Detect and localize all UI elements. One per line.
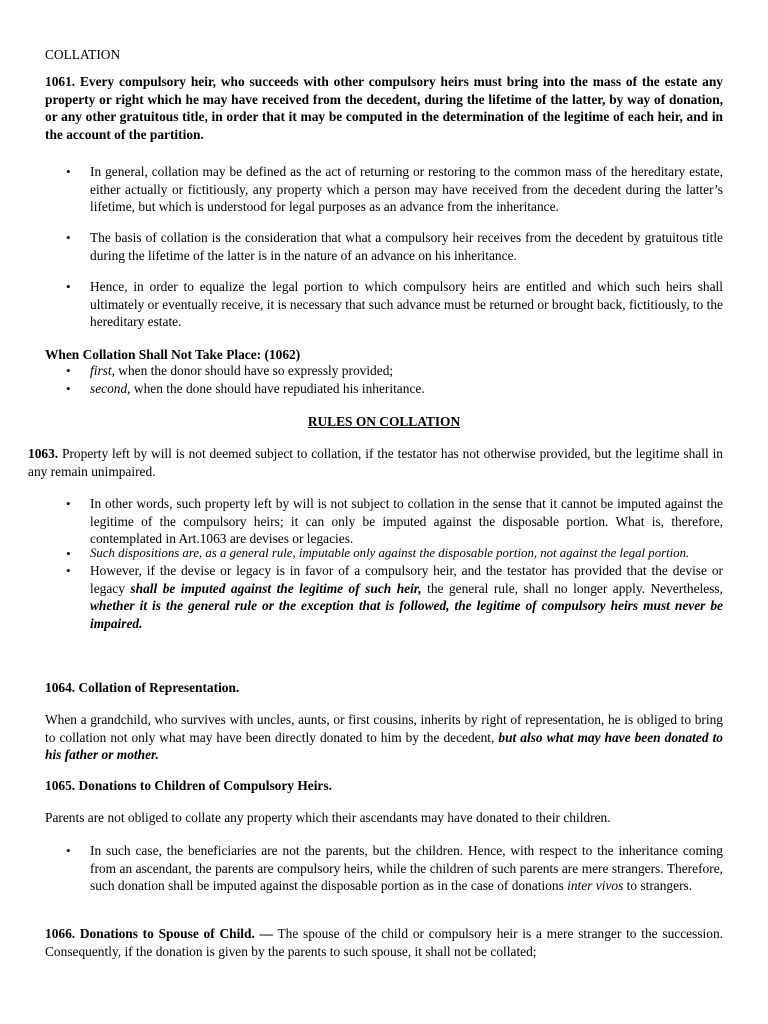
article-1064-a: When a grandchild, who survives with uncles, aunts, or first cousins, inherits by right of representation, he is obliged to bring to collation not only what may have been directly donated to him by the decedent, [45, 712, 723, 745]
bullets-1063 [90, 495, 723, 548]
when-not-lead-2: second, [90, 380, 131, 396]
bullet-1063-3-a: However, if the devise or legacy is in favor of a compulsory heir, and the testator has provided that the devise or legacy [90, 563, 723, 596]
article-1065-text: Parents are not obliged to collate any property which their ascendants may have donated to their children. [45, 810, 611, 825]
article-1063-number: 1063. [28, 446, 59, 461]
article-1066-text: The spouse of the child or compulsory heir is a mere stranger to the succession. Consequently, if the donation is given by the parents to such spouse, it shall not be collated; [45, 926, 723, 959]
when-not-rest-2: when the done should have repudiated his inheritance. [130, 380, 425, 396]
section-heading-collation: COLLATION [45, 47, 121, 62]
when-not-heading: When Collation Shall Not Take Place: (1062) [45, 347, 301, 362]
bullets-1065 [90, 842, 723, 895]
when-not-lead-1: first, [90, 363, 115, 378]
bullets-1061-b [90, 229, 723, 264]
bullet-1063-3-b: shall be imputed against the legitime of such heir, [130, 580, 422, 596]
article-1063 [28, 445, 723, 480]
bullets-1063-b [90, 545, 730, 563]
rules-heading-text: RULES ON COLLATION [307, 414, 461, 429]
when-not-item-second [90, 380, 723, 398]
article-1064-text [45, 711, 723, 764]
bullet-1063-1: • In other words, such property left by will is not subject to collation in the sense that it cannot be imputed against the legitime of the compulsory heirs; it can only be imputed against the disposable portion. What is, therefore, contemplated in Art.1063 are devises or legacies. [90, 495, 723, 548]
bullet-1065-a: In such case, the beneficiaries are not the parents, but the children. Hence, with respect to the inheritance coming from an ascendant, the parents are compulsory heirs, while the children of such parents are mere strangers. Therefore, such donation shall be imputed against the disposable portion as in the case of donations [90, 843, 723, 893]
article-1063-text: Property left by will is not deemed subject to collation, if the testator has not otherwise provided, but the legitime shall in any remain unimpaired. [28, 446, 723, 479]
bullet-1065-1 [90, 842, 723, 895]
article-1064-heading: 1064. Collation of Representation. [45, 680, 240, 695]
when-not-list [90, 362, 723, 397]
bullet-1063-3-c: the general rule, shall no longer apply. Nevertheless, [421, 580, 723, 596]
bullet-1063-2: • Such dispositions are, as a general rule, imputable only against the disposable portion, not against the legal portion. [90, 545, 730, 563]
article-1066 [45, 925, 723, 960]
bullets-1061 [90, 163, 723, 216]
bullet-1061-3: • Hence, in order to equalize the legal portion to which compulsory heirs are entitled and which such heirs shall ultimately or eventually receive, it is necessary that such advance must be returned or brought back, fictitiously, to the hereditary estate. [90, 278, 723, 331]
bullet-1065-b: inter vivos [567, 878, 624, 893]
article-1064-b: but also what may have been donated to his father or mother. [45, 729, 723, 762]
when-not-item-first [90, 362, 723, 380]
bullet-1065-c: to strangers. [623, 878, 693, 893]
article-1065-heading: 1065. Donations to Children of Compulsory Heirs. [45, 778, 332, 793]
bullets-1063-c [90, 562, 723, 632]
bullet-1063-3-d: whether it is the general rule or the exception that is followed, the legitime of compulsory heirs must never be impaired. [90, 598, 723, 631]
bullet-1063-3 [90, 562, 723, 632]
bullet-1061-2: • The basis of collation is the consideration that what a compulsory heir receives from the decedent by gratuitous title during the lifetime of the latter is in the nature of an advance on his inheritance. [90, 229, 723, 264]
rules-heading [0, 413, 768, 431]
bullets-1061-c [90, 278, 723, 331]
bullet-1061-1: • In general, collation may be defined as the act of returning or restoring to the common mass of the hereditary estate, either actually or fictitiously, any property which a person may have received from the decedent during the latter’s lifetime, but which is understood for legal purposes as an advance from the inheritance. [90, 163, 723, 216]
when-not-rest-1: when the donor should have so expressly provided; [114, 363, 394, 378]
article-1061: 1061. Every compulsory heir, who succeeds with other compulsory heirs must bring into the mass of the estate any property or right which he may have received from the decedent, during the lifetime of the latter, by way of donation, or any other gratuitous title, in order that it may be computed in the determination of the legitime of each heir, and in the account of the partition. [45, 74, 723, 142]
article-1066-heading: 1066. Donations to Spouse of Child. — [45, 926, 273, 941]
